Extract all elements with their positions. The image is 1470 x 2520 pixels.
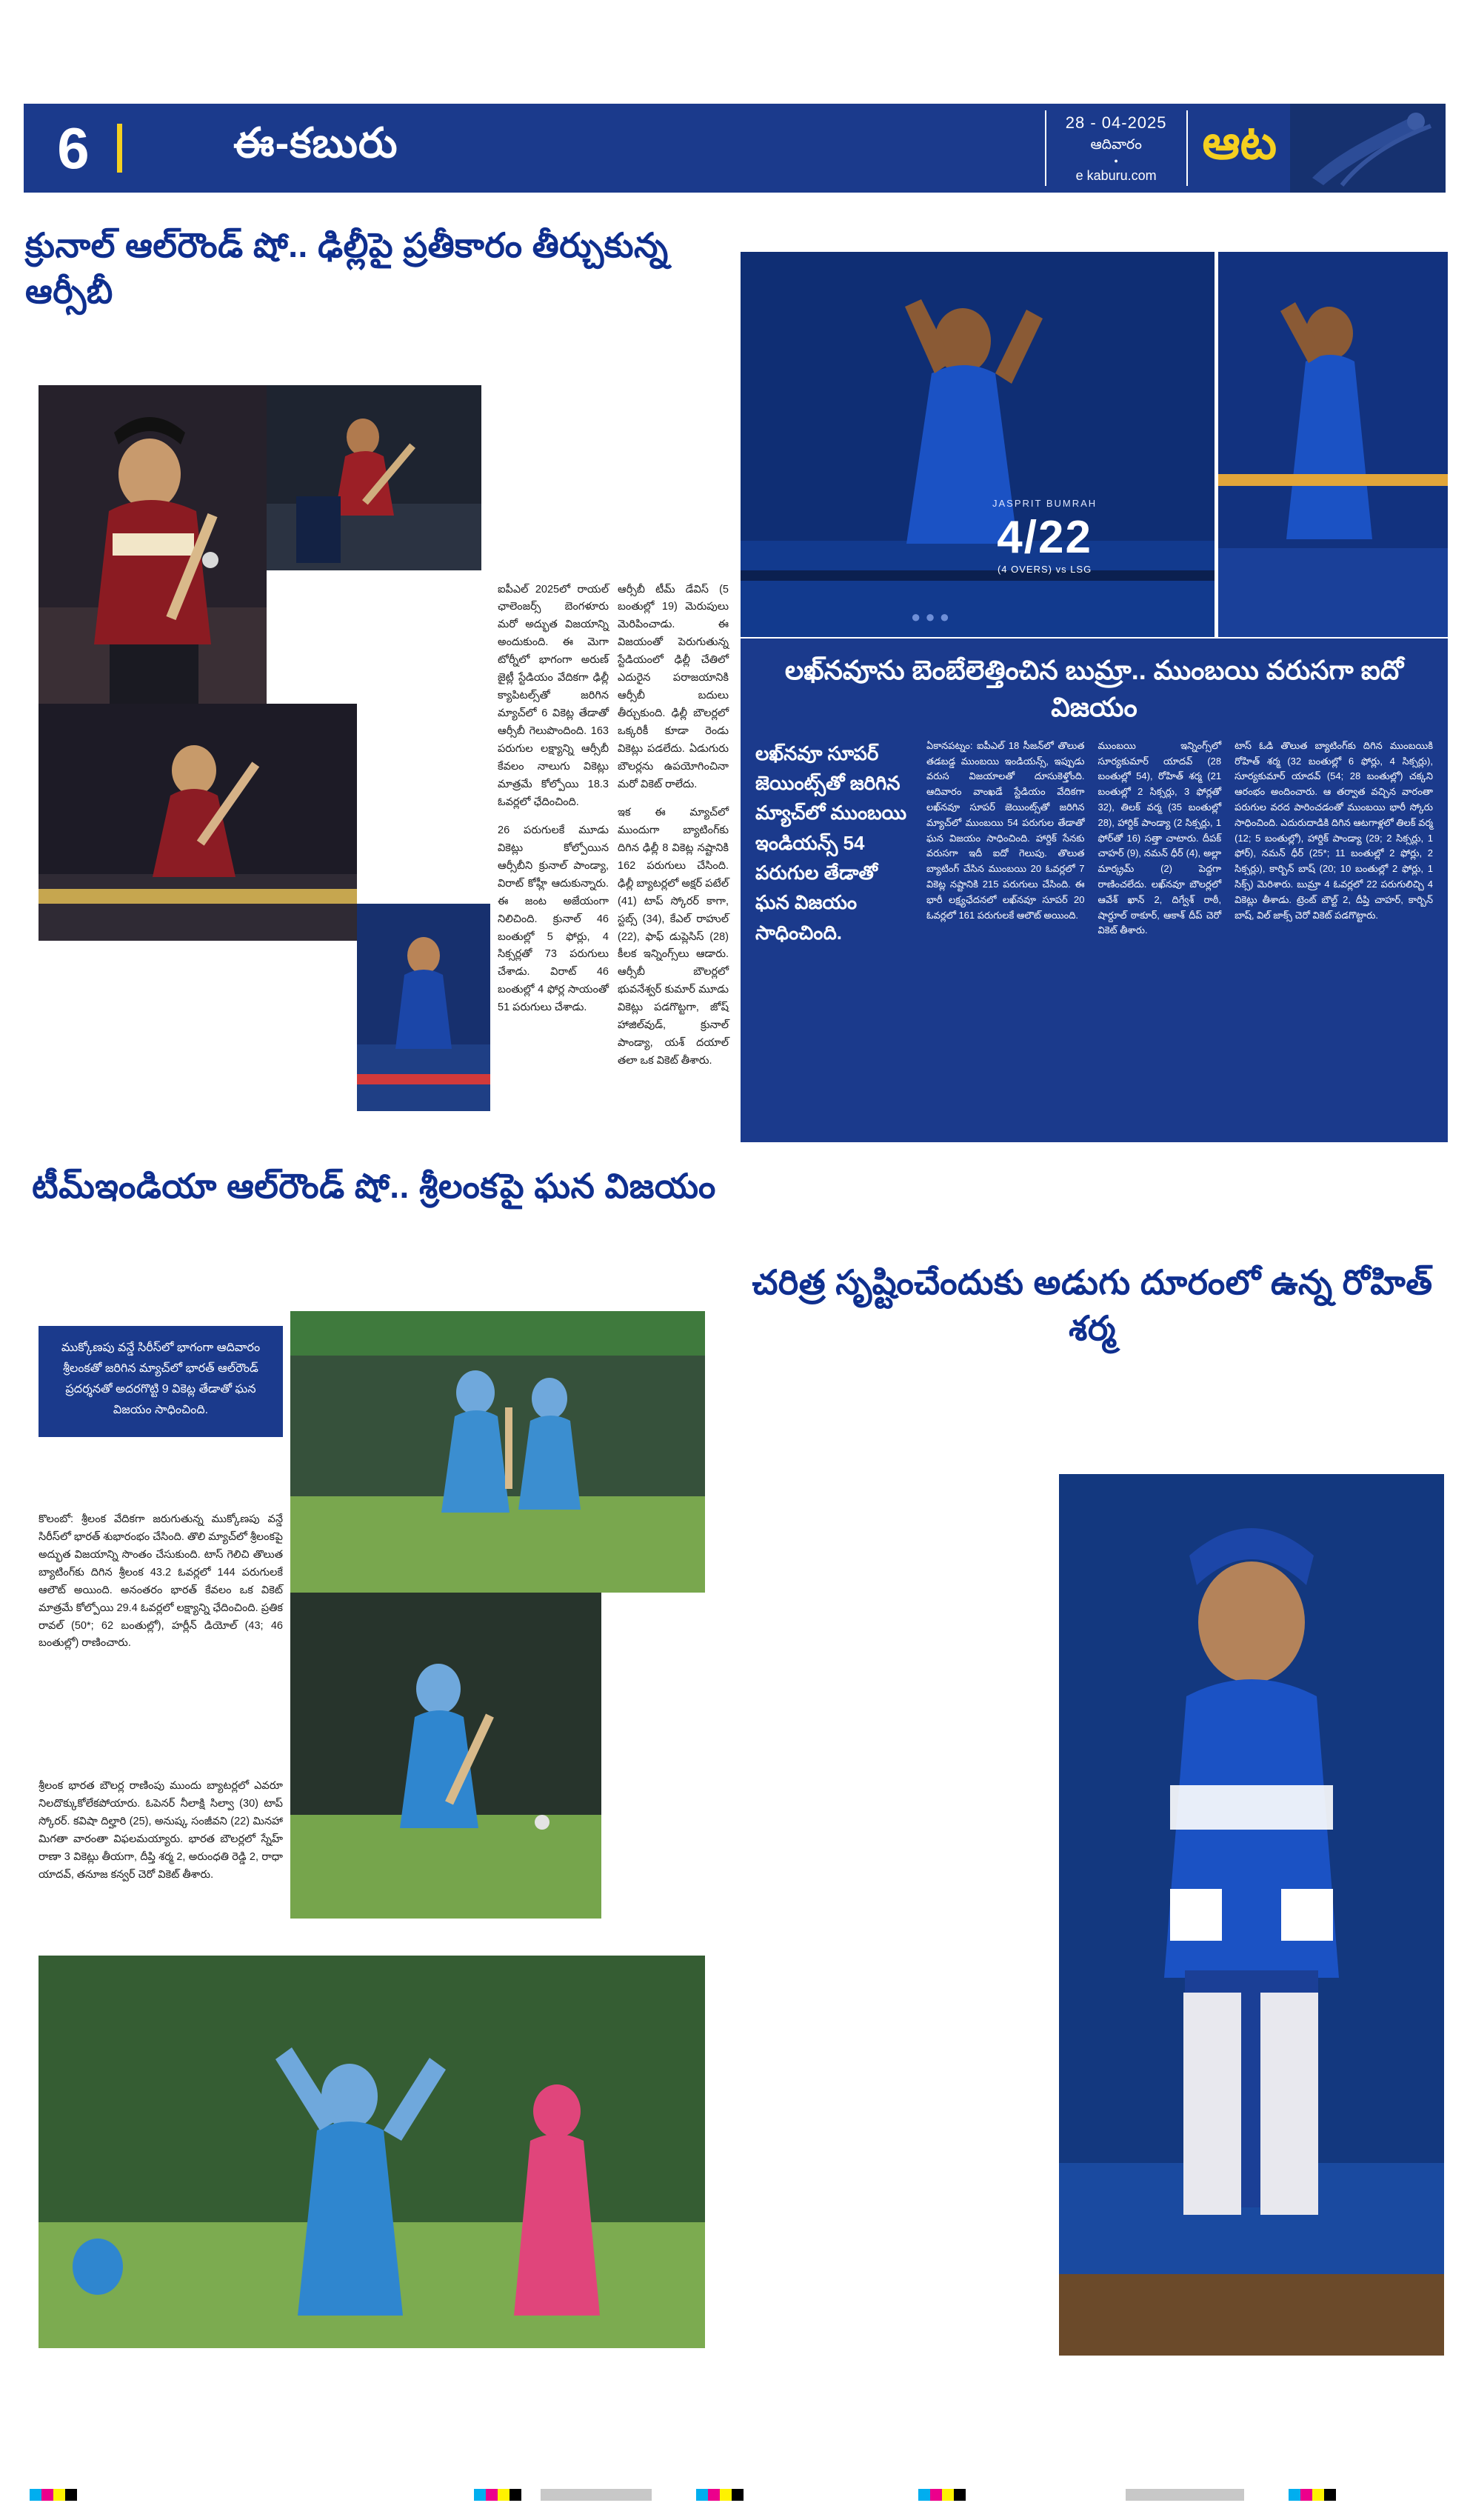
registration-marks-right [1289, 2489, 1336, 2501]
photo-rcb-celebration [39, 704, 357, 941]
photo-dc-fielder [357, 904, 490, 1111]
sports-emblem-icon [1290, 104, 1446, 193]
rohit-para-4: ఓవరాల్‌గా టీ20 క్రికెట్‌లో అత్యధిక సిక్సర్ల జాబితాలో క్రిస్ గేల్ 1056 సిక్సర్లతో అగ్రస్థానంలో ఉన్నాడు. గేల్ ఈ ఫార్మాట్‌లో 1056 సిక్సర్లు బాదాడు. ప్రపంచంలో గేల్ మినహా ఏ క్రికెటర్ కూడా 1000 సిక్సర్ల మార్కును చేరలేదు. రోహిత్ శర్మ ఈ జాబితాలో 500కి పైగా సిక్సర్లతో ఉన్నాడు. [918, 1508, 1048, 1650]
grey-scale-bar-right [1126, 2489, 1244, 2501]
photo-rcb-batter [39, 385, 267, 704]
rohit-para-2: ఇప్పటివరకు ఐపీఎల్ చరిత్రలో 295 సిక్సర్లు (265 మ్యాచ్‌లు) బాదిన రోహిత్ మరో 5 సిక్సర్లు బాదితే 300 సిక్సర్ల మైలురాయిని అందుకుంటాడు. ఐపీఎల్‌లో ఇప్పటివరకు క్రిస్ గేల్ (357), ఏబీ డివిలియర్స్ (251), ఎంఎస్ ధోని (239), విరాట్ కోహ్లీ (284), డేవిడ్ వార్నర్ (236) వంటి ఆటగాళ్లు అత్యధిక సిక్సర్లు బాదారు. [789, 1713, 907, 1886]
page-number-divider [117, 124, 122, 173]
rohit-column-1 [789, 1496, 907, 1990]
bumrah-player-name: JASPRIT BUMRAH [992, 498, 1098, 509]
rohit-para-1: ముంబై ఇండియన్స్, టీమ్ ఇండియా స్టార్ ఓపెనర్ రోహిత్ శర్మ ఒక ఘనత అందుకునేందుకు అడుగు దూరంలో ఉన్నాడు. ఐపీఎల్ 2025లో ఆదివారం లఖ్‌నవూతో జరిగిన మ్యాచ్‌లో 21 బంతుల్లో 32 పరుగులు చేసిన రోహిత్ తన ఐపీఎల్ కెరీర్‌లో 300 సిక్సర్లకు చేరువయ్యాడు. ప్రస్తుతం 295 సిక్సర్లతో ఉన్నాడు. [789, 1508, 907, 1698]
rohit-para-3: ఐపీఎల్ అత్యధిక సిక్సర్లు బాదిన టాప్ బ్యాటర్లు: క్రిస్ గేల్ 357, రోహిత్ శర్మ 295, విరాట్ కోహ్లీ 284, ఎంఎస్ ధోని 260, ఏబీ డివిలియర్స్ 251 [789, 1901, 907, 1977]
registration-marks-mid-left [474, 2489, 521, 2501]
bumrah-figures: 4/22 [997, 511, 1092, 563]
website-url: e kaburu.com [1075, 168, 1157, 183]
story1-column-1 [498, 570, 609, 1028]
photo-india-bowler-appeal [39, 1956, 705, 2348]
rohit-para-5: గేల్ 1056, కీరన్ పోలార్డ్ 908, ఆండ్రీ రసెల్ 737, నికోలస్ పూరన్ 630, కాలిన్ మున్రో 557, ఆరోన్ ఫించ్ 552, రోహిత్ శర్మ 540, షేన్ వాట్సన్ 530, జోస్ బట్లర్ 528, డేవిడ్ మిల్లర్ 505 [918, 1664, 1048, 1757]
registration-marks-center [696, 2489, 744, 2501]
masthead-right [1045, 104, 1446, 193]
date-block [1045, 110, 1188, 186]
bumrah-column-1: ఏకానపట్నం: ఐపీఎల్ 18 సీజన్‌లో తొలుత తడబడ్డ ముంబయి ఇండియన్స్, ఇప్పుడు వరుస విజయాలతో దూసుకెళ్తోంది. ఆదివారం వాంఖడే స్టేడియం వేదికగా లఖ్‌నవూ సూపర్ జెయింట్స్‌తో జరిగిన మ్యాచ్‌లో ముంబయి 54 పరుగుల తేడాతో ఘన విజయం సాధించింది. హార్దిక్ సేనకు వరుసగా ఇదీ ఐదో గెలుపు. తొలుత బ్యాటింగ్ చేసిన ముంబయి 20 ఓవర్లలో 7 వికెట్ల నష్టానికి 215 పరుగులు చేసింది. ఈ భారీ లక్ష్యఛేదనలో లఖ్‌నవూ సూపర్ 20 ఓవర్లలో 161 పరుగులకే ఆలౌట్ అయింది. [926, 739, 1085, 921]
issue-date: 28 - 04-2025 [1065, 113, 1167, 132]
publication-title: ఈ-కబురు [233, 119, 398, 166]
story1-para-3: ఆర్సీబీ టీమ్ డేవిస్ (5 బంతుల్లో 19) మెరుపులు మెరిపించాడు. ఈ విజయంతో పెరుగుతున్న స్టేడియంలో ఢిల్లీ చేతిలో ఎదురైన పరాజయానికి ఆర్సీబీ బదులు తీర్చుకుంది. ఢిల్లీ బౌలర్లలో ఒక్కరికీ కూడా రెండు వికెట్లు పడలేదు. ఏడుగురు బౌలర్లను ఉపయోగించినా మరో వికెట్ రాలేదు. [618, 583, 729, 790]
bumrah-story-panel [741, 639, 1448, 1142]
masthead [24, 104, 1446, 193]
bumrah-column-2: ముంబయి ఇన్నింగ్స్‌లో సూర్యకుమార్ యాదవ్ (28 బంతుల్లో 54), రోహిత్ శర్మ (21 బంతుల్లో 2 సిక్సర్లు, 3 ఫోర్లతో 32), తిలక్ వర్మ (35 బంతుల్లో 28), హార్దిక్ పాండ్యా (2 సిక్సర్లు, 1 ఫోర్‌తో 16) సత్తా చాటారు. దీపక్ చాహర్ (9), నమన్ ధీర్ (4), అల్లా మార్క్రమ్ (2) పెద్దగా రాణించలేదు. లఖ్‌నవూ బౌలర్లలో ఆవేశ్ ఖాన్ 2, దిగ్వేశ్ రాఠీ, షార్దూల్ ఠాకూర్, ఆకాశ్ దీప్ చెరో వికెట్ తీశారు. [1098, 739, 1222, 936]
photo-rcb-shot [267, 385, 481, 570]
team-india-para-1: కొలంబో: శ్రీలంక వేదికగా జరుగుతున్న ముక్కోణపు వన్డే సిరీస్‌లో భారత్ శుభారంభం చేసింది. తొలి మ్యాచ్‌లో శ్రీలంకపై అద్భుత విజయాన్ని సొంతం చేసుకుంది. టాస్ గెలిచి తొలుత బ్యాటింగ్‌కు దిగిన శ్రీలంక 43.2 ఓవర్లలో 144 పరుగులకే ఆలౌట్ అయింది. అనంతరం భారత్ కేవలం ఒక వికెట్ మాత్రమే కోల్పోయి 29.4 ఓవర్లలో లక్ష్యాన్ని ఛేదించింది. ప్రతిక రావల్ (50*; 62 బంతుల్లో), హర్లీన్ డియోల్ (43; 46 బంతుల్లో) రాణించారు. [39, 1513, 283, 1650]
photo-india-batters [290, 1311, 705, 1593]
bumrah-column-3: టాస్ ఓడి తొలుత బ్యాటింగ్‌కు దిగిన ముంబయికి రోహిత్ శర్మ (32 బంతుల్లో 6 ఫోర్లు, 4 సిక్సర్లు), సూర్యకుమార్ యాదవ్ (54; 28 బంతుల్లో) చక్కని ఆరంభం అందించారు. ఆ తర్వాత వచ్చిన వారంతా పరుగుల వరద పారించడంతో ముంబయి భారీ స్కోరు సాధించింది. ఎదురుదాడికి దిగిన ఆటగాళ్లలో తిలక్ వర్మ (12; 5 బంతుల్లో), హార్దిక్ పాండ్యా (29; 2 సిక్సర్లు, 1 ఫోర్), నమన్ ధీర్ (25*; 11 బంతుల్లో 2 ఫోర్లు, 2 సిక్సర్లు), కార్బిన్ బాష్ (20; 10 బంతుల్లో 2 ఫోర్లు, 1 సిక్స్) మెరిశారు. బుమ్రా 4 ఓవర్లలో 22 పరుగులిచ్చి 4 వికెట్లు తీశాడు. ట్రెంట్ బౌల్ట్ 2, దీప్తి చాహర్, కార్బిన్ బాష్, విల్ జాక్స్ చెరో వికెట్ పడగొట్టారు. [1235, 739, 1433, 921]
bumrah-columns [926, 739, 1433, 939]
bumrah-photo-group [741, 252, 1448, 637]
story1-para-2: 26 పరుగులకే మూడు వికెట్లు కోల్పోయిన ఆర్సీబీని క్రునాల్ పాండ్యా, విరాట్ కోహ్లీ ఆదుకున్నారు. ఈ జంట అజేయంగా నిలిచింది. క్రునాల్ 46 బంతుల్లో 5 ఫోర్లు, 4 సిక్సర్లతో 73 పరుగులు చేశాడు. విరాట్ 46 బంతుల్లో 4 ఫోర్ల సాయంతో 51 పరుగులు చేశాడు. [498, 824, 609, 1014]
photo-rohit-sharma [1059, 1474, 1444, 2356]
grey-scale-bar-left [541, 2489, 652, 2501]
rohit-column-2 [918, 1496, 1048, 1967]
story1-para-4: ఇక ఈ మ్యాచ్‌లో ముందుగా బ్యాటింగ్‌కు దిగిన ఢిల్లీ 8 వికెట్ల నష్టానికి 162 పరుగులు చేసింది. ఢిల్లీ బ్యాటర్లలో అక్షర్ పటేల్ (41) టాప్ స్కోరర్ కాగా, స్టబ్స్ (34), కేఎల్ రాహుల్ (22), ఫాఫ్ డుప్లెసిస్ (28) కీలక ఇన్నింగ్స్‌లు ఆడారు. ఆర్సీబీ బౌలర్లలో భువనేశ్వర్ కుమార్ మూడు వికెట్లు పడగొట్టగా, జోష్ హాజిల్‌వుడ్, క్రునాల్ పాండ్యా, యశ్ దయాల్ తలా ఒక వికెట్ తీశారు. [618, 807, 729, 1067]
bumrah-headline: లఖ్‌నవూను బెంబేలెత్తించిన బుమ్రా.. ముంబయి వరుసగా ఐదో విజయం [784, 655, 1404, 723]
story1-headline: క్రునాల్ ఆల్‌రౌండ్ షో.. ఢిల్లీపై ప్రతీకారం తీర్చుకున్న ఆర్సీబీ [25, 226, 669, 311]
bumrah-lead: లఖ్‌నవూ సూపర్ జెయింట్స్‌తో జరిగిన మ్యాచ్‌లో ముంబయి ఇండియన్స్ 54 పరుగుల తేడాతో ఘన విజయం సాధించింది. [755, 741, 907, 944]
story1-para-1: ఐపీఎల్ 2025లో రాయల్ ఛాలెంజర్స్ బెంగళూరు మరో అద్భుత విజయాన్ని అందుకుంది. ఈ మెగా టోర్నీలో భాగంగా అరుణ్ జైట్లీ స్టేడియం వేదికగా ఢిల్లీ క్యాపిటల్స్‌తో జరిగిన మ్యాచ్‌లో 6 వికెట్ల తేడాతో ఆర్సీబీ గెలుపొందింది. 163 పరుగుల లక్ష్యాన్ని ఆర్సీబీ కేవలం నాలుగు వికెట్లు మాత్రమే కోల్పోయి 18.3 ఓవర్లలో ఛేదించింది. [498, 583, 609, 808]
dot-separator: ● [1114, 156, 1118, 164]
photo-bumrah-celebrating [741, 252, 1215, 637]
issue-day: ఆదివారం [1090, 137, 1142, 153]
page-number: 6 [57, 116, 90, 181]
svg-text:● ● ●: ● ● ● [911, 607, 950, 626]
photo-bumrah-appeal [1218, 252, 1448, 637]
photo-india-batting [290, 1593, 601, 1919]
bumrah-figures-detail: (4 OVERS) vs LSG [997, 563, 1092, 575]
rohit-headline: చరిత్ర సృష్టించేందుకు అడుగు దూరంలో ఉన్న రోహిత్ శర్మ [752, 1263, 1433, 1348]
team-india-para-2: శ్రీలంక భారత బౌలర్ల రాణింపు ముందు బ్యాటర్లలో ఎవరూ నిలదొక్కుకోలేకపోయారు. ఓపెనర్ నీలాక్షి సిల్వా (30) టాప్ స్కోరర్. కవిషా దిల్హారి (25), అనుష్క సంజీవని (22) మినహా మిగతా వారంతా విఫలమయ్యారు. భారత బౌలర్లలో స్నేహ్ రాణా 3 వికెట్లు తీయగా, దీప్తి శర్మ 2, అరుంధతి రెడ్డి 2, రాధా యాదవ్, తనూజ కన్వర్ చెరో వికెట్ తీశారు. [39, 1780, 283, 1881]
section-logo-text: ఆట [1202, 116, 1277, 169]
team-india-headline: టీమ్‌ఇండియా ఆల్‌రౌండ్ షో.. శ్రీలంకపై ఘన విజయం [32, 1167, 716, 1205]
registration-marks-left [30, 2489, 77, 2501]
registration-marks-mid-right [918, 2489, 966, 2501]
rohit-para-7: ఐపీఎల్ జట్టుగా ముంబయి ఇండియన్స్, ఆర్సీబీ, చెన్నై సూపర్ కింగ్స్ అత్యధిక సిక్సర్లు బాదిన జట్లుగా ఉన్నాయి. ఈ సీజన్‌లో ఇప్పటివరకు గుజరాత్ (12), ఢిల్లీ (12), ఆర్సీబీ (12), పంజాబ్ (11) జట్లు ముందంజలో ఉన్నాయి. [918, 1846, 1048, 1955]
rohit-para-6: టీ20 క్రికెట్‌లో 737 సిక్సర్లతో ఆండ్రీ రసెల్ (630) ఆపై ఉన్నారు. పోలార్డ్ 908 సిక్సర్లు బాది రెండో స్థానంలో ఉన్నాడు. [918, 1771, 1048, 1831]
bumrah-figures-overlay [992, 496, 1097, 575]
story1-column-2 [618, 570, 729, 1081]
team-india-highlight-box: ముక్కోణపు వన్డే సిరీస్‌లో భాగంగా ఆదివారం శ్రీలంకతో జరిగిన మ్యాచ్‌లో భారత్ ఆల్‌రౌండ్ ప్రదర్శనతో అదరగొట్టి 9 వికెట్ల తేడాతో ఘన విజయం సాధించింది. [39, 1326, 283, 1437]
